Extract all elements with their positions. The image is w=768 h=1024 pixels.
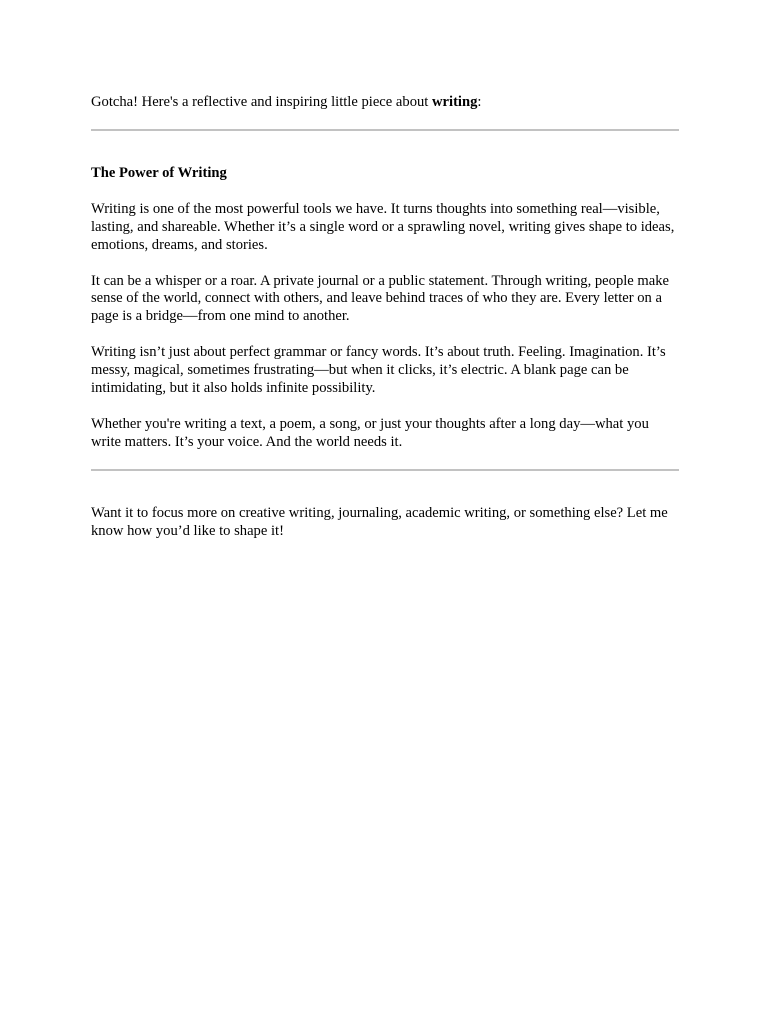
follow-up-question: Want it to focus more on creative writing, journaling, academic writing, or something else? Let me know how you’d like to shape it!: [91, 504, 668, 539]
article-paragraph-4: Whether you're writing a text, a poem, a song, or just your thoughts after a long day—what you write matters. It’s your voice. And the world needs it.: [91, 415, 649, 450]
document-body: [91, 94, 679, 541]
article-paragraph-2: It can be a whisper or a roar. A private journal or a public statement. Through writing, people make sense of the world, connect with others, and leave behind traces of who they are. Every letter on a page is a bridge—from one mind to another.: [91, 272, 670, 325]
intro-bold-word: writing: [432, 94, 478, 110]
intro-colon: :: [477, 94, 482, 110]
article-paragraph-3: Writing isn’t just about perfect grammar or fancy words. It’s about truth. Feeling. Imagination. It’s messy, magical, sometimes frustrating—but when it clicks, it’s electric. A blank page can be intimidating, but it also holds infinite possibility.: [91, 344, 666, 397]
horizontal-divider-bottom: [91, 469, 679, 471]
intro-text: Gotcha! Here's a reflective and inspiring little piece about: [91, 94, 432, 110]
article-title: The Power of Writing: [91, 164, 227, 181]
horizontal-divider-top: [91, 129, 679, 131]
intro-line: [91, 94, 679, 112]
article-paragraph-1: Writing is one of the most powerful tools we have. It turns thoughts into something real—visible, lasting, and shareable. Whether it’s a single word or a sprawling novel, writing gives shape to ideas, emotions, dreams, and stories.: [91, 200, 675, 253]
